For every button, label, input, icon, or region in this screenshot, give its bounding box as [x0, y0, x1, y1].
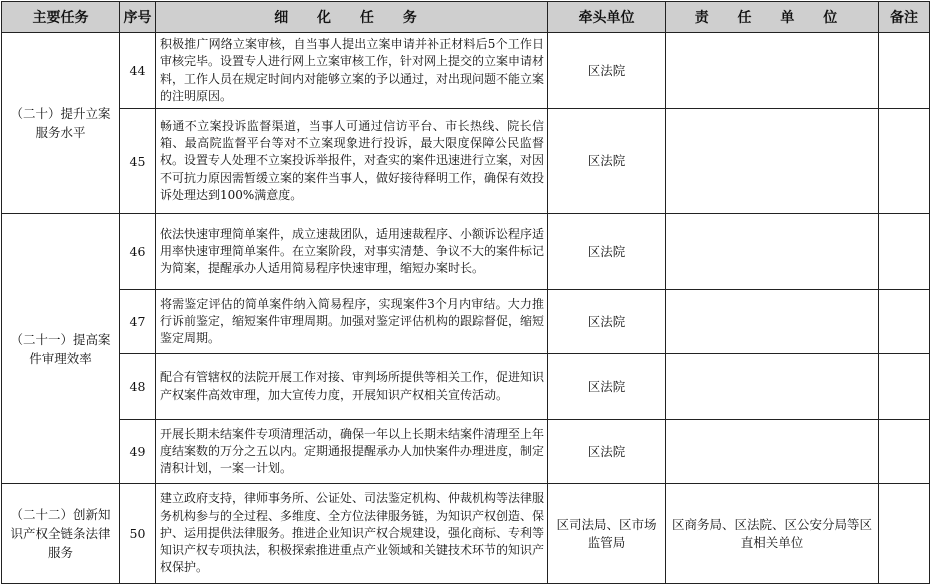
- header-row: [2, 2, 930, 33]
- note-cell: [879, 420, 930, 484]
- header-detail: 细 化 任 务: [156, 2, 548, 33]
- detail-task: 畅通不立案投诉监督渠道，当事人可通过信访平台、市长热线、院长信箱、最高院监督平台等对不立案现象进行投诉，最大限度保障公民监督权。设置专人处理不立案投诉举报件，对查实的案件迅速进行立案，对因不可抗力原因需暂缓立案的案件当事人，做好接待释明工作，确保有效投诉处理达到100%满意度。: [156, 109, 548, 214]
- detail-task: 建立政府支持，律师事务所、公证处、司法鉴定机构、仲裁机构等法律服务机构参与的全过程、多维度、全方位法律服务链，为知识产权创造、保护、运用提供法律服务。推进企业知识产权合规建设，强化商标、专利等知识产权专项执法，积极探索推进重点产业领域和关键技术环节的知识产权保护。: [156, 484, 548, 584]
- row-number: 47: [120, 290, 156, 354]
- note-cell: [879, 354, 930, 420]
- main-task-cell: （二十一）提高案件审理效率: [2, 214, 120, 484]
- header-task: 主要任务: [2, 2, 120, 33]
- detail-task: 依法快速审理简单案件，成立速裁团队，适用速裁程序、小额诉讼程序适用率快速审理简单案件。在立案阶段，对事实清楚、争议不大的案件标记为简案，提醒承办人适用简易程序快速审理，缩短办案时长。: [156, 214, 548, 290]
- table-row: [2, 33, 930, 109]
- responsible-unit: [666, 290, 879, 354]
- detail-task: 配合有管辖权的法院开展工作对接、审判场所提供等相关工作，促进知识产权案件高效审理，加大宣传力度，开展知识产权相关宣传活动。: [156, 354, 548, 420]
- responsible-unit: [666, 33, 879, 109]
- lead-unit: 区法院: [548, 420, 666, 484]
- header-num: 序号: [120, 2, 156, 33]
- responsible-unit: [666, 354, 879, 420]
- table-row: [2, 484, 930, 584]
- detail-task: 开展长期未结案件专项清理活动，确保一年以上长期未结案件清理至上年度结案数的万分之五以内。定期通报提醒承办人加快案件办理进度，制定清积计划，一案一计划。: [156, 420, 548, 484]
- lead-unit: 区法院: [548, 354, 666, 420]
- detail-task: 将需鉴定评估的简单案件纳入简易程序，实现案件3个月内审结。大力推行诉前鉴定，缩短案件审理周期。加强对鉴定评估机构的跟踪督促，缩短鉴定周期。: [156, 290, 548, 354]
- header-note: 备注: [879, 2, 930, 33]
- row-number: 49: [120, 420, 156, 484]
- header-lead: 牵头单位: [548, 2, 666, 33]
- note-cell: [879, 214, 930, 290]
- responsible-unit: [666, 214, 879, 290]
- row-number: 48: [120, 354, 156, 420]
- row-number: 50: [120, 484, 156, 584]
- lead-unit: 区法院: [548, 290, 666, 354]
- responsible-unit: [666, 109, 879, 214]
- header-resp: 责 任 单 位: [666, 2, 879, 33]
- note-cell: [879, 484, 930, 584]
- table-row: [2, 109, 930, 214]
- detail-task: 积极推广网络立案审核，自当事人提出立案申请并补正材料后5个工作日审核完毕。设置专人进行网上立案审核工作，针对网上提交的立案申请材料，工作人员在规定时间内对能够立案的予以通过，对出现问题不能立案的注明原因。: [156, 33, 548, 109]
- main-task-cell: （二十）提升立案服务水平: [2, 33, 120, 214]
- table-row: [2, 290, 930, 354]
- responsible-unit: [666, 420, 879, 484]
- table-row: [2, 354, 930, 420]
- responsible-unit: 区商务局、区法院、区公安分局等区直相关单位: [666, 484, 879, 584]
- lead-unit: 区司法局、区市场监管局: [548, 484, 666, 584]
- note-cell: [879, 33, 930, 109]
- row-number: 44: [120, 33, 156, 109]
- task-table: [1, 1, 930, 584]
- main-task-cell: （二十二）创新知识产权全链条法律服务: [2, 484, 120, 584]
- lead-unit: 区法院: [548, 33, 666, 109]
- row-number: 46: [120, 214, 156, 290]
- lead-unit: 区法院: [548, 109, 666, 214]
- table-row: [2, 420, 930, 484]
- note-cell: [879, 109, 930, 214]
- row-number: 45: [120, 109, 156, 214]
- lead-unit: 区法院: [548, 214, 666, 290]
- table-row: [2, 214, 930, 290]
- note-cell: [879, 290, 930, 354]
